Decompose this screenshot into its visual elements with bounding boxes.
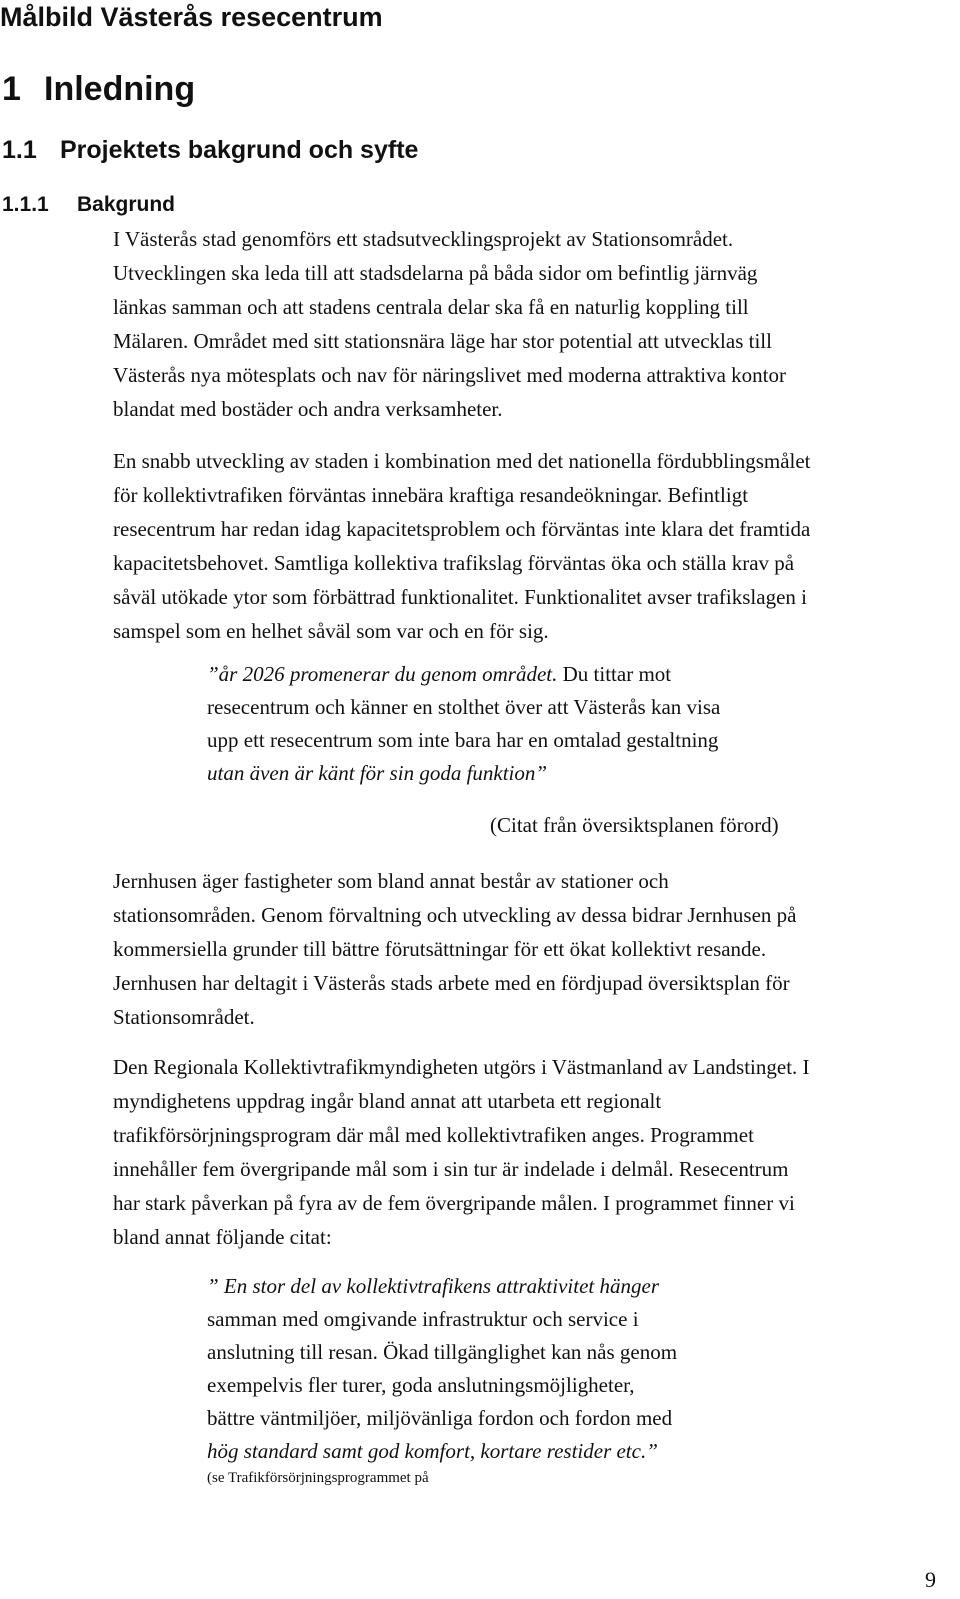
heading-1-text: Inledning	[44, 70, 196, 108]
document-title: Målbild Västerås resecentrum	[0, 2, 383, 32]
quote-line	[207, 658, 720, 691]
paragraph-line: Mälaren. Området med sitt stationsnära läge har stor potential att utvecklas till	[113, 329, 772, 353]
heading-2-text: Projektets bakgrund och syfte	[60, 136, 419, 164]
quote-line: resecentrum och känner en stolthet över att Västerås kan visa	[207, 695, 721, 719]
heading-1	[2, 70, 195, 109]
heading-3-number: 1.1.1	[2, 193, 49, 216]
paragraph-line: Jernhusen äger fastigheter som bland annat består av stationer och	[113, 869, 669, 893]
paragraph-line: för kollektivtrafiken förväntas innebära kraftiga resandeökningar. Befintligt	[113, 483, 749, 507]
quote-citation: (Citat från översiktsplanen förord)	[490, 813, 779, 837]
paragraph-line: resecentrum har redan idag kapacitetsproblem och förväntas inte klara det framtida	[113, 517, 811, 541]
blockquote-program	[207, 1270, 677, 1468]
quote-line: samman med omgivande infrastruktur och service i	[207, 1307, 639, 1331]
quote-line: upp ett resecentrum som inte bara har en omtalad gestaltning	[207, 728, 719, 752]
quote-line: bättre väntmiljöer, miljövänliga fordon och fordon med	[207, 1406, 673, 1430]
heading-1-number: 1	[2, 70, 21, 108]
paragraph-line: blandat med bostäder och andra verksamheter.	[113, 397, 503, 421]
heading-3	[2, 193, 175, 217]
paragraph-line: Den Regionala Kollektivtrafikmyndigheten utgörs i Västmanland av Landstinget. I	[113, 1055, 810, 1079]
quote-line: ” En stor del av kollektivtrafikens attraktivitet hänger	[207, 1274, 659, 1298]
paragraph-line: kapacitetsbehovet. Samtliga kollektiva trafikslag förväntas öka och ställa krav på	[113, 551, 795, 575]
paragraph-regional-authority	[113, 1050, 810, 1254]
paragraph-line: En snabb utveckling av staden i kombination med det nationella fördubblingsmålet	[113, 449, 811, 473]
paragraph-background	[113, 222, 786, 426]
quote-line: exempelvis fler turer, goda anslutningsmöjligheter,	[207, 1373, 635, 1397]
quote-line: anslutning till resan. Ökad tillgänglighet kan nås genom	[207, 1340, 678, 1364]
paragraph-line: har stark påverkan på fyra av de fem övergripande målen. I programmet finner vi	[113, 1191, 795, 1215]
paragraph-line: I Västerås stad genomförs ett stadsutvecklingsprojekt av Stationsområdet.	[113, 227, 734, 251]
blockquote-vision	[207, 658, 720, 790]
paragraph-line: länkas samman och att stadens centrala delar ska få en naturlig koppling till	[113, 295, 749, 319]
page-number: 9	[925, 1567, 936, 1592]
quote-text: Du tittar mot	[557, 662, 672, 686]
paragraph-line: bland annat följande citat:	[113, 1225, 332, 1249]
paragraph-growth	[113, 444, 811, 648]
quote-line: utan även är känt för sin goda funktion”	[207, 761, 548, 785]
quote-reference: (se Trafikförsörjningsprogrammet på	[207, 1470, 429, 1486]
paragraph-line: innehåller fem övergripande mål som i sin tur är indelade i delmål. Resecentrum	[113, 1157, 789, 1181]
quote-line: hög standard samt god komfort, kortare restider etc.”	[207, 1439, 658, 1463]
paragraph-line: myndighetens uppdrag ingår bland annat att utarbeta ett regionalt	[113, 1089, 662, 1113]
paragraph-line: Jernhusen har deltagit i Västerås stads arbete med en fördjupad översiktsplan för	[113, 971, 790, 995]
paragraph-line: trafikförsörjningsprogram där mål med kollektivtrafiken anges. Programmet	[113, 1123, 754, 1147]
paragraph-line: Västerås nya mötesplats och nav för näringslivet med moderna attraktiva kontor	[113, 363, 786, 387]
paragraph-jernhusen	[113, 864, 796, 1034]
heading-3-text: Bakgrund	[77, 193, 176, 216]
quote-italic-text: ”år 2026 promenerar du genom området.	[207, 662, 558, 686]
paragraph-line: kommersiella grunder till bättre förutsättningar för ett ökat kollektivt resande.	[113, 937, 767, 961]
paragraph-line: Stationsområdet.	[113, 1005, 255, 1029]
paragraph-line: samspel som en helhet såväl som var och en för sig.	[113, 619, 549, 643]
heading-2	[2, 136, 418, 165]
paragraph-line: stationsområden. Genom förvaltning och utveckling av dessa bidrar Jernhusen på	[113, 903, 797, 927]
paragraph-line: såväl utökade ytor som förbättrad funktionalitet. Funktionalitet avser trafikslagen i	[113, 585, 807, 609]
paragraph-line: Utvecklingen ska leda till att stadsdelarna på båda sidor om befintlig järnväg	[113, 261, 758, 285]
heading-2-number: 1.1	[2, 136, 37, 164]
